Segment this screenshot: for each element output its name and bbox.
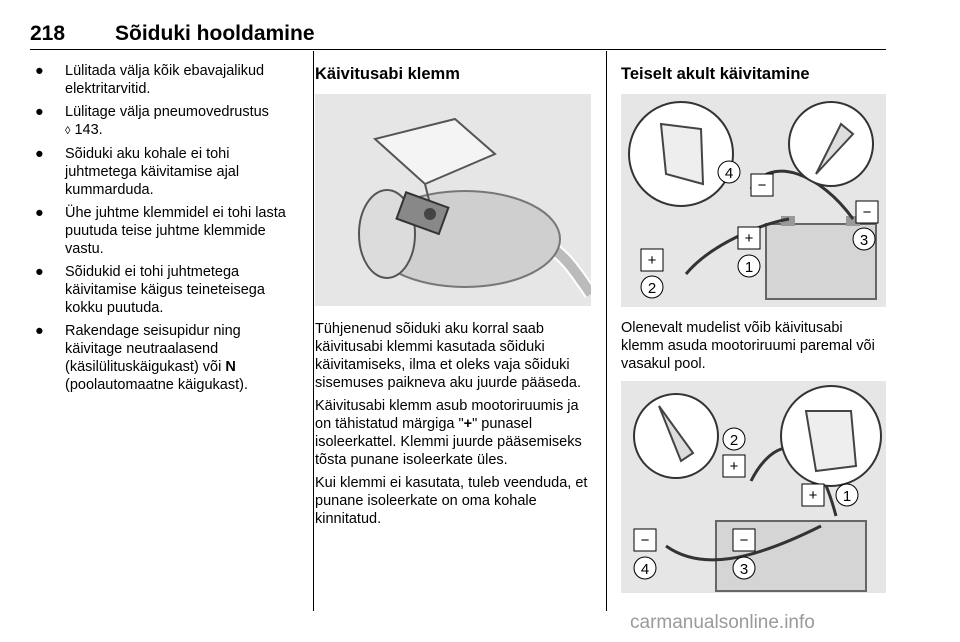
fig-label-1: 1	[842, 488, 852, 505]
fig-label-plus: +	[647, 252, 657, 269]
gear-n-label: N	[225, 359, 236, 375]
plus-icon: +	[463, 416, 473, 432]
jump-terminal-illustration	[315, 94, 591, 306]
list-item: ● Lülitage välja pneumovedrustus ◊ 143.	[35, 104, 269, 138]
section-title: Sõiduki hooldamine	[115, 22, 315, 45]
fig-label-minus: −	[640, 532, 650, 549]
paragraph: Olenevalt mudelist võib käivitusabi klemm asuda mootoriruumi paremal või vasakul pool.	[621, 320, 875, 372]
column-2	[315, 62, 590, 533]
column-divider	[313, 51, 314, 611]
bullet-icon: ●	[35, 63, 44, 79]
fig-label-plus: +	[744, 230, 754, 247]
fig-label-3: 3	[859, 232, 869, 249]
bullet-icon: ●	[35, 146, 44, 162]
paragraph: Käivitusabi klemm asub mootoriruumis ja on tähistatud märgiga "+" punasel isoleerkattel. Klemmi juurde pääsemiseks tõsta punane isoleerkate üles.	[315, 398, 582, 468]
fig-label-plus: +	[729, 458, 739, 475]
fig-label-minus: −	[739, 532, 749, 549]
bullet-list	[33, 62, 295, 394]
list-item: ● Lülitada välja kõik ebavajalikud elektritarvitid.	[35, 63, 265, 97]
bullet-icon: ●	[35, 323, 44, 339]
column-3	[621, 62, 886, 593]
paragraph: Kui klemmi ei kasutata, tuleb veenduda, et punane isoleerkate on oma kohale kinnitatud.	[315, 475, 588, 527]
page-number: 218	[30, 22, 66, 45]
page-reference[interactable]: 143.	[74, 122, 103, 138]
list-item: ● Sõiduki aku kohale ei tohi juhtmetega käivitamise ajal kummarduda.	[35, 146, 240, 198]
header-rule	[30, 49, 886, 50]
page-header	[30, 20, 886, 52]
bullet-icon: ●	[35, 205, 44, 221]
jump-start-diagram-right	[621, 94, 886, 307]
bullet-icon: ●	[35, 104, 44, 120]
list-item: ● Ühe juhtme klemmidel ei tohi lasta puutuda teise juhtme klemmide vastu.	[35, 205, 286, 257]
fig-label-4: 4	[640, 561, 650, 578]
fig-label-2: 2	[647, 280, 657, 297]
fig-label-1: 1	[744, 259, 754, 276]
page-reference-icon: ◊	[65, 125, 71, 137]
list-item: ● Sõidukid ei tohi juhtmetega käivitamise käigus teineteisega kokku puutuda.	[35, 264, 265, 316]
jump-start-heading: Teiselt akult käivitamine	[621, 65, 810, 83]
jump-start-diagram-left	[621, 381, 886, 593]
fig-label-3: 3	[739, 561, 749, 578]
fig-label-2: 2	[729, 432, 739, 449]
column-1	[33, 62, 295, 399]
fig-label-minus: −	[757, 177, 767, 194]
list-item: ● Rakendage seisupidur ning käivitage neutraalasend (käsilülituskäigukast) või N (poolautomaatne käigukast).	[35, 323, 248, 393]
fig-label-4: 4	[724, 165, 734, 182]
jump-start-terminal-heading: Käivitusabi klemm	[315, 65, 460, 83]
bullet-icon: ●	[35, 264, 44, 280]
fig-label-minus: −	[862, 204, 872, 221]
fig-label-plus: +	[808, 487, 818, 504]
column-divider	[606, 51, 607, 611]
watermark: carmanualsonline.info	[630, 612, 815, 633]
paragraph: Tühjenenud sõiduki aku korral saab käivitusabi klemmi kasutada sõiduki käivitamiseks, ilma et oleks vaja sõiduki sisemuses paikneva aku juurde pääseda.	[315, 321, 581, 391]
